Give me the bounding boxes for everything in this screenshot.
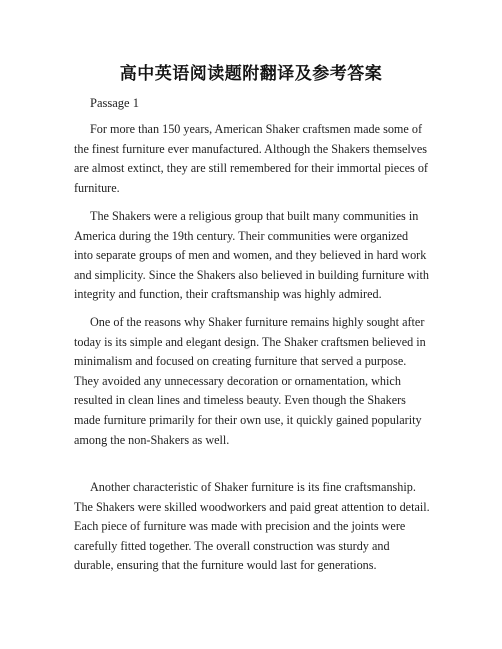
document-title: 高中英语阅读题附翻译及参考答案 (119, 64, 383, 84)
paragraph-2: The Shakers were a religious group that built many communities in America during the 19th century. Their communities were organized into separate groups of men and women, and they believed in hard work and simplicity. Since the Shakers also believed in building furniture with integrity and function, their craftsmanship was highly admired. (74, 209, 429, 302)
paragraph-4: Another characteristic of Shaker furniture is its fine craftsmanship. The Shakers were skilled woodworkers and paid great attention to detail. Each piece of furniture was made with precision and the joints were carefully fitted together. The overall construction was sturdy and durable, ensuring that the furniture would last for generations. (74, 480, 430, 573)
paragraph-1: For more than 150 years, American Shaker craftsmen made some of the finest furniture ever manufactured. Although the Shakers themselves are almost extinct, they are still remembered for their immortal pieces of furniture. (74, 122, 428, 195)
passage-label: Passage 1 (90, 96, 139, 110)
paragraph-3: One of the reasons why Shaker furniture remains highly sought after today is its simple and elegant design. The Shaker craftsmen believed in minimalism and focused on creating furniture that served a purpose. They avoided any unnecessary decoration or ornamentation, which resulted in clean lines and timeless beauty. Even though the Shakers made furniture primarily for their own use, it quickly gained popularity among the non-Shakers as well. (74, 315, 426, 447)
